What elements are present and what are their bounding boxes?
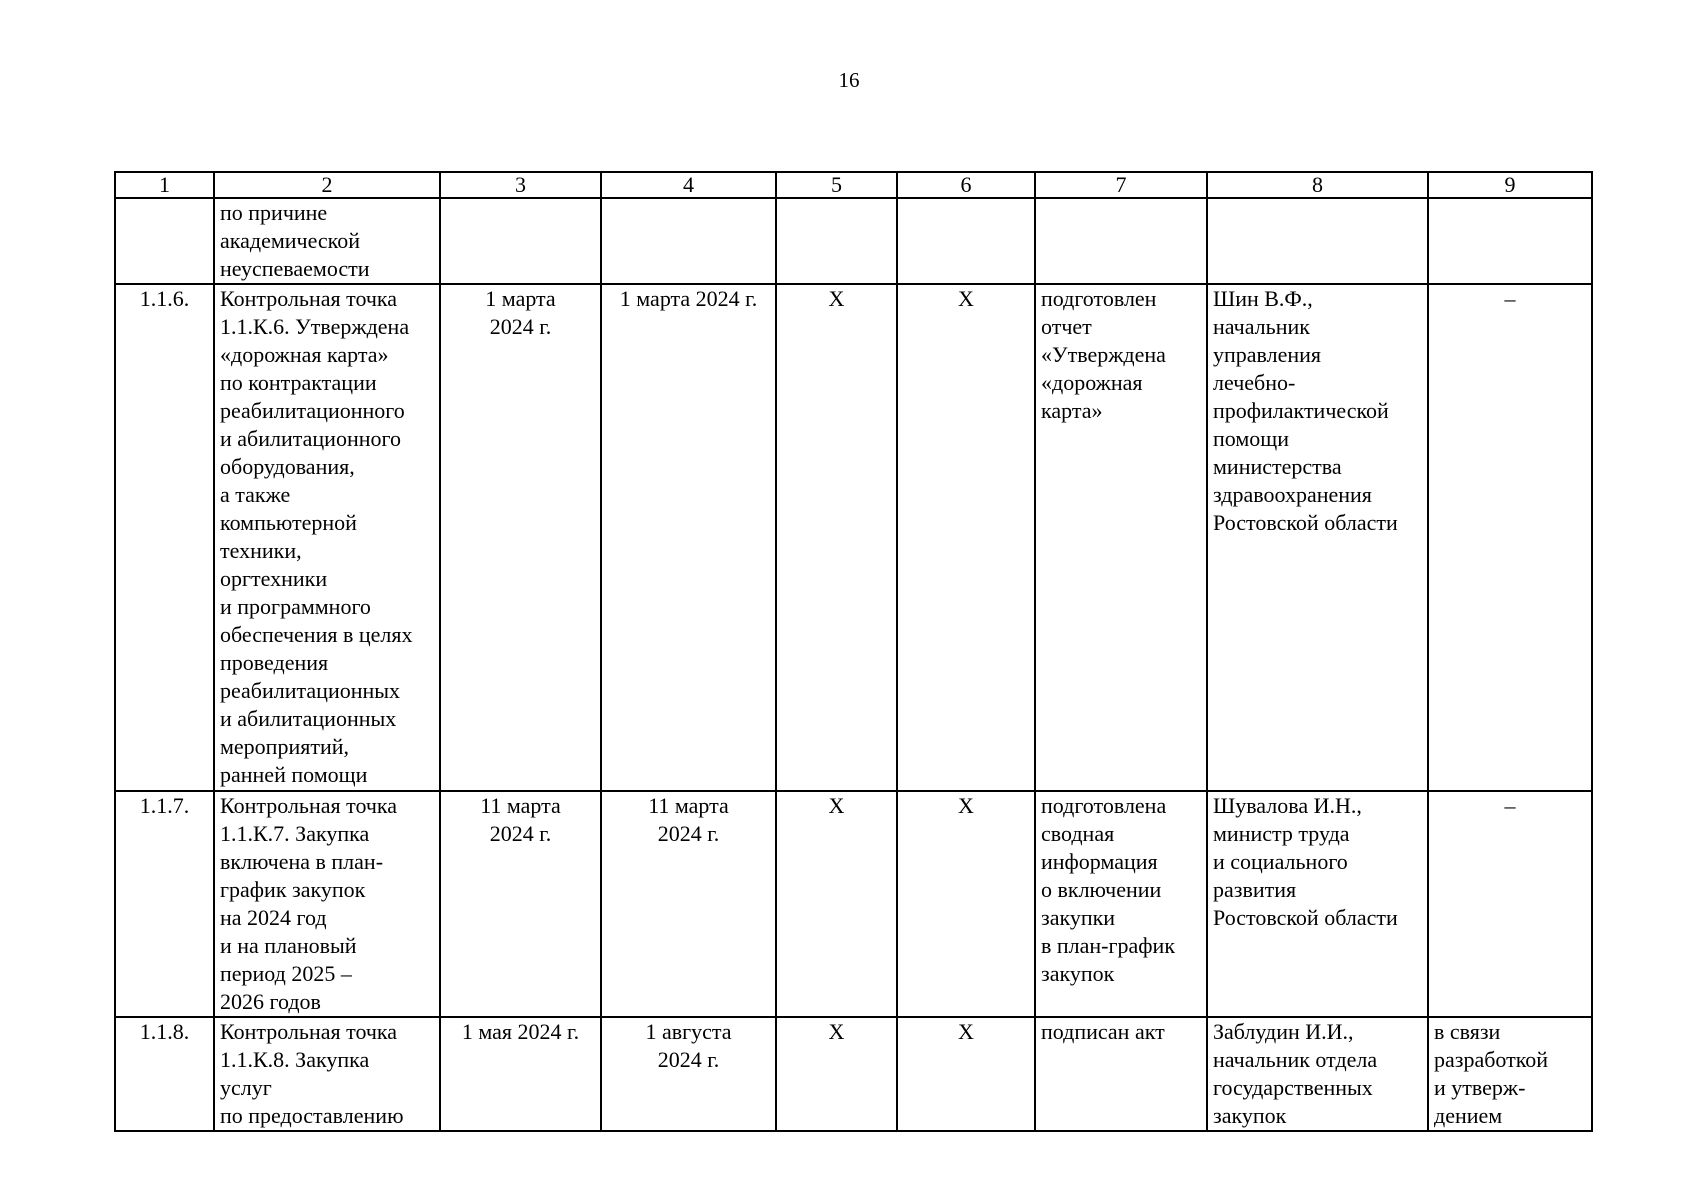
note-cell: – [1428,284,1592,791]
column-5-cell: X [776,1017,897,1131]
column-header: 1 [115,172,214,198]
column-header: 5 [776,172,897,198]
description-cell: по причине академической неуспеваемости [214,198,440,284]
table-row [115,791,1592,1017]
note-cell: – [1428,791,1592,1017]
start-date-cell: 1 мая 2024 г. [440,1017,601,1131]
start-date-cell [440,198,601,284]
note-cell: в связи разработкой и утверж- дением [1428,1017,1592,1131]
start-date-cell: 1 марта 2024 г. [440,284,601,791]
responsible-cell: Шин В.Ф., начальник управления лечебно- профилактической помощи министерства здравоохранения Ростовской области [1207,284,1428,791]
row-number-cell: 1.1.8. [115,1017,214,1131]
table-row [115,198,1592,284]
column-6-cell: X [897,1017,1035,1131]
note-cell [1428,198,1592,284]
table-row [115,284,1592,791]
end-date-cell: 1 августа 2024 г. [601,1017,776,1131]
description-cell: Контрольная точка 1.1.К.7. Закупка включена в план- график закупок на 2024 год и на плановый период 2025 – 2026 годов [214,791,440,1017]
column-header: 6 [897,172,1035,198]
description-cell: Контрольная точка 1.1.К.8. Закупка услуг по предоставлению [214,1017,440,1131]
plan-table [114,171,1593,1132]
row-number-cell: 1.1.7. [115,791,214,1017]
column-6-cell: X [897,284,1035,791]
column-header: 4 [601,172,776,198]
column-header: 8 [1207,172,1428,198]
column-5-cell: X [776,284,897,791]
responsible-cell: Шувалова И.Н., министр труда и социального развития Ростовской области [1207,791,1428,1017]
column-6-cell: X [897,791,1035,1017]
description-cell: Контрольная точка 1.1.К.6. Утверждена «дорожная карта» по контрактации реабилитационного и абилитационного оборудования, а также компьютерной техники, оргтехники и программного обеспечения в целях проведения реабилитационных и абилитационных мероприятий, ранней помощи [214,284,440,791]
responsible-cell: Заблудин И.И., начальник отдела государственных закупок [1207,1017,1428,1131]
column-header: 2 [214,172,440,198]
page-number: 16 [838,68,860,92]
start-date-cell: 11 марта 2024 г. [440,791,601,1017]
responsible-cell [1207,198,1428,284]
column-5-cell: X [776,791,897,1017]
row-number-cell: 1.1.6. [115,284,214,791]
column-6-cell [897,198,1035,284]
result-cell: подготовлен отчет «Утверждена «дорожная карта» [1035,284,1207,791]
column-header: 3 [440,172,601,198]
result-cell: подготовлена сводная информация о включении закупки в план-график закупок [1035,791,1207,1017]
result-cell: подписан акт [1035,1017,1207,1131]
column-header: 9 [1428,172,1592,198]
end-date-cell: 1 марта 2024 г. [601,284,776,791]
column-header: 7 [1035,172,1207,198]
end-date-cell: 11 марта 2024 г. [601,791,776,1017]
end-date-cell [601,198,776,284]
column-5-cell [776,198,897,284]
row-number-cell [115,198,214,284]
table-row [115,1017,1592,1131]
table-header-row [115,172,1592,198]
result-cell [1035,198,1207,284]
